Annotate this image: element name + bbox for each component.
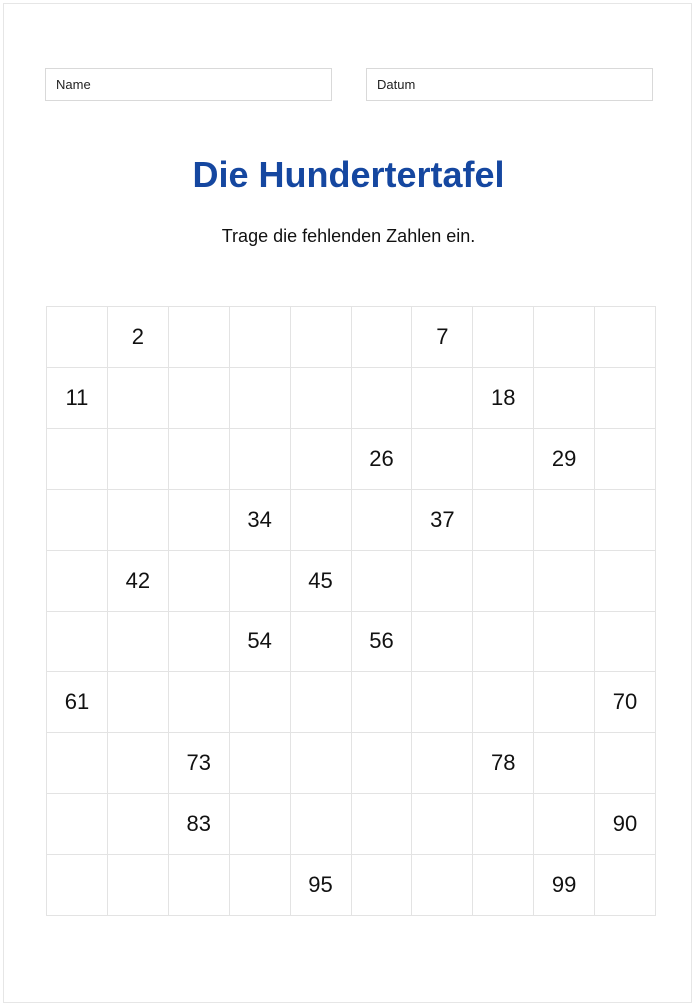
grid-cell[interactable] bbox=[169, 368, 230, 429]
grid-cell[interactable] bbox=[230, 368, 291, 429]
grid-cell[interactable] bbox=[352, 794, 413, 855]
grid-cell[interactable] bbox=[169, 490, 230, 551]
grid-cell: 45 bbox=[291, 551, 352, 612]
grid-cell[interactable] bbox=[230, 733, 291, 794]
grid-cell[interactable] bbox=[230, 307, 291, 368]
page-title: Die Hundertertafel bbox=[192, 154, 505, 195]
grid-cell: 95 bbox=[291, 855, 352, 916]
grid-cell: 54 bbox=[230, 612, 291, 673]
grid-cell: 2 bbox=[108, 307, 169, 368]
grid-cell: 99 bbox=[534, 855, 595, 916]
grid-cell[interactable] bbox=[108, 794, 169, 855]
grid-cell[interactable] bbox=[169, 612, 230, 673]
grid-cell[interactable] bbox=[47, 733, 108, 794]
grid-cell[interactable] bbox=[291, 307, 352, 368]
grid-cell: 34 bbox=[230, 490, 291, 551]
grid-cell[interactable] bbox=[291, 429, 352, 490]
grid-cell[interactable] bbox=[352, 368, 413, 429]
grid-cell[interactable] bbox=[473, 855, 534, 916]
grid-cell[interactable] bbox=[534, 490, 595, 551]
grid-cell[interactable] bbox=[108, 733, 169, 794]
grid-cell: 70 bbox=[595, 672, 656, 733]
grid-cell[interactable] bbox=[412, 612, 473, 673]
grid-cell[interactable] bbox=[534, 612, 595, 673]
grid-cell: 11 bbox=[47, 368, 108, 429]
grid-cell[interactable] bbox=[595, 612, 656, 673]
grid-cell[interactable] bbox=[230, 429, 291, 490]
grid-cell[interactable] bbox=[595, 855, 656, 916]
date-field[interactable] bbox=[366, 68, 653, 101]
grid-cell[interactable] bbox=[47, 794, 108, 855]
grid-cell[interactable] bbox=[534, 733, 595, 794]
grid-cell[interactable] bbox=[595, 733, 656, 794]
grid-cell[interactable] bbox=[534, 672, 595, 733]
grid-cell: 26 bbox=[352, 429, 413, 490]
grid-cell[interactable] bbox=[47, 855, 108, 916]
grid-cell[interactable] bbox=[47, 429, 108, 490]
grid-cell[interactable] bbox=[352, 551, 413, 612]
grid-cell[interactable] bbox=[169, 307, 230, 368]
grid-cell[interactable] bbox=[169, 855, 230, 916]
grid-cell: 83 bbox=[169, 794, 230, 855]
grid-cell[interactable] bbox=[534, 368, 595, 429]
grid-cell[interactable] bbox=[473, 551, 534, 612]
grid-cell: 56 bbox=[352, 612, 413, 673]
grid-cell[interactable] bbox=[108, 368, 169, 429]
grid-cell[interactable] bbox=[352, 307, 413, 368]
grid-cell[interactable] bbox=[291, 794, 352, 855]
grid-cell[interactable] bbox=[412, 368, 473, 429]
grid-cell[interactable] bbox=[473, 612, 534, 673]
grid-cell[interactable] bbox=[108, 612, 169, 673]
grid-cell[interactable] bbox=[169, 551, 230, 612]
grid-cell[interactable] bbox=[534, 307, 595, 368]
grid-cell[interactable] bbox=[291, 672, 352, 733]
name-field-label: Name bbox=[56, 77, 91, 92]
grid-cell[interactable] bbox=[230, 794, 291, 855]
hundred-chart-grid bbox=[46, 306, 656, 916]
grid-cell: 29 bbox=[534, 429, 595, 490]
grid-cell[interactable] bbox=[473, 429, 534, 490]
grid-cell: 78 bbox=[473, 733, 534, 794]
grid-cell[interactable] bbox=[47, 490, 108, 551]
grid-cell[interactable] bbox=[412, 794, 473, 855]
grid-cell[interactable] bbox=[595, 368, 656, 429]
grid-cell[interactable] bbox=[595, 307, 656, 368]
grid-cell[interactable] bbox=[534, 794, 595, 855]
grid-cell[interactable] bbox=[473, 672, 534, 733]
grid-cell: 42 bbox=[108, 551, 169, 612]
grid-cell[interactable] bbox=[352, 855, 413, 916]
grid-cell[interactable] bbox=[412, 672, 473, 733]
instruction-text: Trage die fehlenden Zahlen ein. bbox=[221, 226, 476, 246]
grid-cell[interactable] bbox=[291, 490, 352, 551]
grid-cell[interactable] bbox=[169, 429, 230, 490]
grid-cell[interactable] bbox=[108, 490, 169, 551]
grid-cell: 90 bbox=[595, 794, 656, 855]
grid-cell[interactable] bbox=[412, 551, 473, 612]
date-field-label: Datum bbox=[377, 77, 416, 92]
grid-cell[interactable] bbox=[291, 368, 352, 429]
grid-cell: 7 bbox=[412, 307, 473, 368]
grid-cell: 18 bbox=[473, 368, 534, 429]
grid-cell[interactable] bbox=[595, 429, 656, 490]
grid-cell: 61 bbox=[47, 672, 108, 733]
grid-cell[interactable] bbox=[595, 551, 656, 612]
grid-cell[interactable] bbox=[473, 490, 534, 551]
grid-cell[interactable] bbox=[412, 733, 473, 794]
grid-cell[interactable] bbox=[230, 855, 291, 916]
grid-cell: 37 bbox=[412, 490, 473, 551]
grid-cell[interactable] bbox=[291, 733, 352, 794]
grid-cell[interactable] bbox=[352, 733, 413, 794]
grid-cell[interactable] bbox=[412, 429, 473, 490]
grid-cell[interactable] bbox=[47, 307, 108, 368]
grid-cell[interactable] bbox=[47, 551, 108, 612]
grid-cell[interactable] bbox=[595, 490, 656, 551]
grid-cell[interactable] bbox=[352, 672, 413, 733]
grid-cell[interactable] bbox=[108, 855, 169, 916]
grid-cell[interactable] bbox=[291, 612, 352, 673]
grid-cell[interactable] bbox=[108, 429, 169, 490]
grid-cell[interactable] bbox=[473, 307, 534, 368]
grid-cell[interactable] bbox=[169, 672, 230, 733]
grid-cell[interactable] bbox=[47, 612, 108, 673]
grid-cell[interactable] bbox=[230, 551, 291, 612]
grid-cell[interactable] bbox=[230, 672, 291, 733]
grid-cell: 73 bbox=[169, 733, 230, 794]
grid-cell[interactable] bbox=[473, 794, 534, 855]
grid-cell[interactable] bbox=[534, 551, 595, 612]
name-field[interactable] bbox=[45, 68, 332, 101]
grid-cell[interactable] bbox=[412, 855, 473, 916]
grid-cell[interactable] bbox=[108, 672, 169, 733]
grid-cell[interactable] bbox=[352, 490, 413, 551]
